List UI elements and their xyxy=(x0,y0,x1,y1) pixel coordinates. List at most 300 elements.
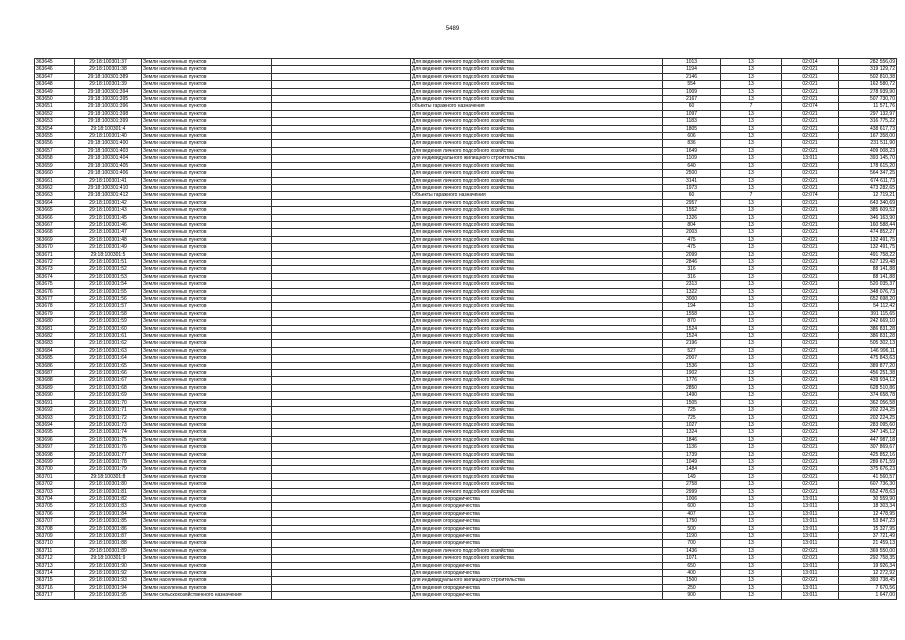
cell-cadastral-number: 29:18:100301:389 xyxy=(75,73,142,80)
table-row xyxy=(35,577,897,584)
cell-record-number: 363646 xyxy=(35,66,75,73)
cell-code: 02:021 xyxy=(782,110,839,117)
cell-cadastral-value: 316 775,22 xyxy=(839,118,897,125)
table-row xyxy=(35,133,897,140)
cell-land-category: Земли населенных пунктов xyxy=(142,414,272,421)
cell-area: 900 xyxy=(663,592,721,599)
cell-area: 1194 xyxy=(663,66,721,73)
cell-empty xyxy=(272,355,411,362)
table-row xyxy=(35,592,897,599)
table-row xyxy=(35,392,897,399)
cell-land-category: Земли населенных пунктов xyxy=(142,296,272,303)
table-row xyxy=(35,125,897,132)
cell-cadastral-number: 29:18:100301:65 xyxy=(75,362,142,369)
cell-code: 02:021 xyxy=(782,303,839,310)
cell-group: 13 xyxy=(721,584,782,591)
cell-land-category: Земли населенных пунктов xyxy=(142,103,272,110)
cell-cadastral-value: 231 511,90 xyxy=(839,140,897,147)
cell-empty xyxy=(272,466,411,473)
cell-record-number: 363707 xyxy=(35,518,75,525)
cell-permitted-use: Для ведения личного подсобного хозяйства xyxy=(411,214,663,221)
cell-empty xyxy=(272,192,411,199)
cell-cadastral-value: 385 609,52 xyxy=(839,207,897,214)
cell-cadastral-value: 54 112,42 xyxy=(839,303,897,310)
cell-cadastral-value: 375 676,23 xyxy=(839,466,897,473)
cell-permitted-use: Для ведения огородничества xyxy=(411,525,663,532)
cell-cadastral-number: 29:18:100301:67 xyxy=(75,377,142,384)
cell-cadastral-number: 29:18:100301:81 xyxy=(75,488,142,495)
cell-code: 02:021 xyxy=(782,310,839,317)
cell-cadastral-number: 29:18:100301:95 xyxy=(75,592,142,599)
cell-empty xyxy=(272,147,411,154)
cell-cadastral-value: 278 939,90 xyxy=(839,88,897,95)
cell-record-number: 363700 xyxy=(35,466,75,473)
cell-cadastral-value: 162 580,72 xyxy=(839,81,897,88)
cell-land-category: Земли населенных пунктов xyxy=(142,547,272,554)
cell-cadastral-value: 386 831,28 xyxy=(839,325,897,332)
cell-permitted-use: Для ведения огородничества xyxy=(411,540,663,547)
cell-land-category: Земли населенных пунктов xyxy=(142,303,272,310)
cell-record-number: 363649 xyxy=(35,88,75,95)
cell-group: 13 xyxy=(721,288,782,295)
cell-record-number: 363692 xyxy=(35,407,75,414)
cell-code: 02:021 xyxy=(782,229,839,236)
cell-area: 2999 xyxy=(663,488,721,495)
cell-code: 13:011 xyxy=(782,570,839,577)
cell-record-number: 363674 xyxy=(35,273,75,280)
cell-group: 13 xyxy=(721,362,782,369)
cell-land-category: Земли населенных пунктов xyxy=(142,540,272,547)
cell-group: 13 xyxy=(721,347,782,354)
cell-group: 13 xyxy=(721,488,782,495)
cell-code: 13:011 xyxy=(782,540,839,547)
cell-cadastral-number: 29:18:100301:399 xyxy=(75,118,142,125)
cell-land-category: Земли населенных пунктов xyxy=(142,584,272,591)
cell-permitted-use: Для ведения личного подсобного хозяйства xyxy=(411,258,663,265)
cell-empty xyxy=(272,184,411,191)
cell-permitted-use: Для ведения огородничества xyxy=(411,592,663,599)
cell-land-category: Земли населенных пунктов xyxy=(142,266,272,273)
cell-group: 13 xyxy=(721,118,782,125)
cell-group: 13 xyxy=(721,533,782,540)
cell-cadastral-number: 29:18:100301:93 xyxy=(75,577,142,584)
cell-record-number: 363664 xyxy=(35,199,75,206)
cell-cadastral-value: 425 852,16 xyxy=(839,451,897,458)
cell-code: 02:021 xyxy=(782,244,839,251)
cell-empty xyxy=(272,562,411,569)
cell-record-number: 363678 xyxy=(35,303,75,310)
cell-group: 13 xyxy=(721,266,782,273)
cell-code: 02:021 xyxy=(782,199,839,206)
cell-cadastral-value: 282 556,09 xyxy=(839,59,897,66)
registry-table-body xyxy=(35,59,897,600)
cell-permitted-use: Для ведения личного подсобного хозяйства xyxy=(411,73,663,80)
cell-empty xyxy=(272,73,411,80)
cell-code: 02:021 xyxy=(782,429,839,436)
cell-permitted-use: для индивидуального жилищного строительства xyxy=(411,155,663,162)
cell-record-number: 363703 xyxy=(35,488,75,495)
table-row xyxy=(35,340,897,347)
cell-land-category: Земли населенных пунктов xyxy=(142,73,272,80)
cell-permitted-use: Для ведения личного подсобного хозяйства xyxy=(411,444,663,451)
table-row xyxy=(35,377,897,384)
cell-cadastral-value: 607 736,30 xyxy=(839,481,897,488)
cell-cadastral-number: 29:18:100301:398 xyxy=(75,110,142,117)
table-row xyxy=(35,584,897,591)
cell-group: 13 xyxy=(721,458,782,465)
cell-empty xyxy=(272,481,411,488)
cell-land-category: Земли населенных пунктов xyxy=(142,495,272,502)
cell-land-category: Земли населенных пунктов xyxy=(142,355,272,362)
cell-land-category: Земли населенных пунктов xyxy=(142,384,272,391)
table-row xyxy=(35,421,897,428)
cell-cadastral-value: 53 847,23 xyxy=(839,518,897,525)
cell-land-category: Земли населенных пунктов xyxy=(142,525,272,532)
cell-code: 02:021 xyxy=(782,399,839,406)
cell-empty xyxy=(272,333,411,340)
cell-area: 1326 xyxy=(663,214,721,221)
cell-area: 1183 xyxy=(663,118,721,125)
cell-empty xyxy=(272,318,411,325)
cell-empty xyxy=(272,229,411,236)
cell-cadastral-value: 627 129,48 xyxy=(839,258,897,265)
cell-cadastral-number: 29:18:100301:72 xyxy=(75,414,142,421)
cell-group: 13 xyxy=(721,444,782,451)
cell-empty xyxy=(272,103,411,110)
cell-land-category: Земли населенных пунктов xyxy=(142,229,272,236)
cell-record-number: 363706 xyxy=(35,510,75,517)
cell-cadastral-number: 29:18:100301:89 xyxy=(75,547,142,554)
cell-permitted-use: Объекты гаражного назначения xyxy=(411,192,663,199)
cell-code: 02:074 xyxy=(782,103,839,110)
cell-cadastral-number: 29:18:100301:64 xyxy=(75,355,142,362)
cell-area: 554 xyxy=(663,81,721,88)
cell-cadastral-value: 132 491,75 xyxy=(839,244,897,251)
cell-record-number: 363680 xyxy=(35,318,75,325)
cell-permitted-use: Для ведения личного подсобного хозяйства xyxy=(411,458,663,465)
cell-permitted-use: Для ведения личного подсобного хозяйства xyxy=(411,296,663,303)
cell-permitted-use: Для ведения личного подсобного хозяйства xyxy=(411,310,663,317)
cell-group: 13 xyxy=(721,125,782,132)
cell-empty xyxy=(272,414,411,421)
cell-group: 13 xyxy=(721,377,782,384)
cell-area: 1524 xyxy=(663,325,721,332)
cell-code: 02:021 xyxy=(782,555,839,562)
cell-permitted-use: Для ведения личного подсобного хозяйства xyxy=(411,547,663,554)
cell-record-number: 363685 xyxy=(35,355,75,362)
cell-empty xyxy=(272,451,411,458)
cell-cadastral-number: 29:18:100301:74 xyxy=(75,429,142,436)
cell-empty xyxy=(272,133,411,140)
cell-group: 13 xyxy=(721,66,782,73)
cell-cadastral-number: 29:18:100301:77 xyxy=(75,451,142,458)
cell-cadastral-number: 29:18:100301:48 xyxy=(75,236,142,243)
cell-empty xyxy=(272,570,411,577)
cell-group: 13 xyxy=(721,214,782,221)
cell-cadastral-value: 439 934,12 xyxy=(839,377,897,384)
cell-cadastral-value: 502 810,38 xyxy=(839,73,897,80)
table-row xyxy=(35,214,897,221)
cell-cadastral-value: 132 491,75 xyxy=(839,236,897,243)
cell-record-number: 363698 xyxy=(35,451,75,458)
cell-empty xyxy=(272,429,411,436)
table-row xyxy=(35,155,897,162)
cell-group: 13 xyxy=(721,303,782,310)
cell-cadastral-value: 202 224,25 xyxy=(839,407,897,414)
cell-area: 2167 xyxy=(663,96,721,103)
cell-group: 13 xyxy=(721,495,782,502)
cell-area: 640 xyxy=(663,162,721,169)
cell-land-category: Земли населенных пунктов xyxy=(142,110,272,117)
cell-code: 02:021 xyxy=(782,258,839,265)
cell-land-category: Земли населенных пунктов xyxy=(142,451,272,458)
cell-code: 02:021 xyxy=(782,340,839,347)
table-row xyxy=(35,207,897,214)
cell-record-number: 363710 xyxy=(35,540,75,547)
cell-cadastral-number: 29:18:100301:68 xyxy=(75,384,142,391)
cell-record-number: 363714 xyxy=(35,570,75,577)
table-row xyxy=(35,221,897,228)
cell-record-number: 363663 xyxy=(35,192,75,199)
cell-code: 02:021 xyxy=(782,296,839,303)
cell-cadastral-number: 29:18:100301:4 xyxy=(75,125,142,132)
cell-land-category: Земли населенных пунктов xyxy=(142,155,272,162)
cell-record-number: 363682 xyxy=(35,333,75,340)
cell-code: 02:021 xyxy=(782,481,839,488)
cell-land-category: Земли населенных пунктов xyxy=(142,162,272,169)
table-row xyxy=(35,325,897,332)
cell-code: 02:021 xyxy=(782,392,839,399)
cell-permitted-use: Для ведения огородничества xyxy=(411,518,663,525)
cell-permitted-use: Для ведения личного подсобного хозяйства xyxy=(411,162,663,169)
cell-area: 1505 xyxy=(663,399,721,406)
cell-record-number: 363648 xyxy=(35,81,75,88)
cell-code: 13:011 xyxy=(782,518,839,525)
cell-record-number: 363699 xyxy=(35,458,75,465)
cell-cadastral-value: 507 730,70 xyxy=(839,96,897,103)
cell-cadastral-number: 29:18:100301:53 xyxy=(75,273,142,280)
cell-record-number: 363684 xyxy=(35,347,75,354)
cell-empty xyxy=(272,251,411,258)
cell-area: 2500 xyxy=(663,170,721,177)
cell-cadastral-value: 88 141,88 xyxy=(839,266,897,273)
table-row xyxy=(35,347,897,354)
cell-cadastral-value: 362 056,58 xyxy=(839,399,897,406)
cell-land-category: Земли населенных пунктов xyxy=(142,147,272,154)
cell-permitted-use: Для ведения личного подсобного хозяйства xyxy=(411,96,663,103)
cell-cadastral-number: 29:18:100301:73 xyxy=(75,421,142,428)
cell-record-number: 363655 xyxy=(35,133,75,140)
cell-empty xyxy=(272,399,411,406)
cell-cadastral-value: 491 758,22 xyxy=(839,251,897,258)
cell-cadastral-number: 29:18:100301:59 xyxy=(75,318,142,325)
cell-cadastral-value: 386 831,28 xyxy=(839,333,897,340)
cell-record-number: 363701 xyxy=(35,473,75,480)
cell-permitted-use: Для ведения личного подсобного хозяйства xyxy=(411,81,663,88)
table-row xyxy=(35,96,897,103)
cell-empty xyxy=(272,199,411,206)
cell-record-number: 363647 xyxy=(35,73,75,80)
cell-empty xyxy=(272,88,411,95)
cell-record-number: 363671 xyxy=(35,251,75,258)
cell-empty xyxy=(272,303,411,310)
page-number: 5489 xyxy=(445,26,460,32)
cell-cadastral-number: 29:18:100301:42 xyxy=(75,199,142,206)
cell-group: 13 xyxy=(721,525,782,532)
cell-record-number: 363662 xyxy=(35,184,75,191)
cell-empty xyxy=(272,458,411,465)
cell-cadastral-value: 19 926,34 xyxy=(839,562,897,569)
cell-permitted-use: Для ведения огородничества xyxy=(411,510,663,517)
cell-permitted-use: Для ведения личного подсобного хозяйства xyxy=(411,340,663,347)
cell-group: 13 xyxy=(721,503,782,510)
cell-record-number: 363645 xyxy=(35,59,75,66)
cell-cadastral-number: 29:18:100301:60 xyxy=(75,325,142,332)
cell-group: 13 xyxy=(721,510,782,517)
table-row xyxy=(35,407,897,414)
cell-empty xyxy=(272,444,411,451)
cell-code: 02:021 xyxy=(782,377,839,384)
cell-area: 1846 xyxy=(663,436,721,443)
cell-area: 1739 xyxy=(663,451,721,458)
cell-code: 02:021 xyxy=(782,66,839,73)
cell-cadastral-number: 29:18:100301:85 xyxy=(75,518,142,525)
cell-permitted-use: Для ведения личного подсобного хозяйства xyxy=(411,118,663,125)
cell-area: 527 xyxy=(663,347,721,354)
cell-cadastral-number: 29:18:100301:76 xyxy=(75,444,142,451)
cell-land-category: Земли населенных пунктов xyxy=(142,281,272,288)
cell-area: 60 xyxy=(663,192,721,199)
cell-permitted-use: Для ведения личного подсобного хозяйства xyxy=(411,318,663,325)
cell-cadastral-value: 167 358,00 xyxy=(839,133,897,140)
cell-area: 1552 xyxy=(663,207,721,214)
cell-area: 2196 xyxy=(663,340,721,347)
cell-cadastral-value: 15 327,95 xyxy=(839,525,897,532)
cell-code: 02:021 xyxy=(782,81,839,88)
cell-land-category: Земли населенных пунктов xyxy=(142,318,272,325)
cell-record-number: 363673 xyxy=(35,266,75,273)
cell-cadastral-number: 29:18:100301:406 xyxy=(75,170,142,177)
cell-group: 13 xyxy=(721,451,782,458)
cell-group: 13 xyxy=(721,281,782,288)
cell-group: 13 xyxy=(721,162,782,169)
cell-land-category: Земли населенных пунктов xyxy=(142,177,272,184)
cell-area: 1324 xyxy=(663,429,721,436)
table-row xyxy=(35,118,897,125)
cell-empty xyxy=(272,170,411,177)
cell-land-category: Земли населенных пунктов xyxy=(142,377,272,384)
cell-group: 13 xyxy=(721,81,782,88)
cell-record-number: 363686 xyxy=(35,362,75,369)
cell-permitted-use: Для ведения личного подсобного хозяйства xyxy=(411,170,663,177)
cell-permitted-use: Для ведения личного подсобного хозяйства xyxy=(411,377,663,384)
cell-record-number: 363694 xyxy=(35,421,75,428)
cell-empty xyxy=(272,273,411,280)
cell-empty xyxy=(272,221,411,228)
cell-code: 02:021 xyxy=(782,273,839,280)
cell-cadastral-number: 29:18:100301:412 xyxy=(75,192,142,199)
table-row xyxy=(35,244,897,251)
cell-cadastral-number: 29:18:100301:66 xyxy=(75,370,142,377)
cell-cadastral-number: 29:18:100301:55 xyxy=(75,288,142,295)
cell-cadastral-number: 29:18:100301:57 xyxy=(75,303,142,310)
cell-area: 1490 xyxy=(663,392,721,399)
cell-empty xyxy=(272,362,411,369)
cell-empty xyxy=(272,592,411,599)
cell-cadastral-value: 456 251,38 xyxy=(839,370,897,377)
cell-code: 02:021 xyxy=(782,118,839,125)
cell-code: 02:021 xyxy=(782,88,839,95)
cell-area: 870 xyxy=(663,318,721,325)
cell-area: 250 xyxy=(663,584,721,591)
cell-cadastral-value: 628 510,86 xyxy=(839,384,897,391)
cell-area: 1322 xyxy=(663,288,721,295)
cell-group: 13 xyxy=(721,318,782,325)
table-row xyxy=(35,73,897,80)
cell-group: 13 xyxy=(721,244,782,251)
cell-code: 02:021 xyxy=(782,236,839,243)
cell-code: 02:021 xyxy=(782,214,839,221)
cell-permitted-use: Для ведения личного подсобного хозяйства xyxy=(411,251,663,258)
cell-code: 02:021 xyxy=(782,451,839,458)
cell-permitted-use: Для ведения личного подсобного хозяйства xyxy=(411,221,663,228)
cell-cadastral-number: 29:18:100301:410 xyxy=(75,184,142,191)
cell-permitted-use: Для ведения личного подсобного хозяйства xyxy=(411,288,663,295)
cell-cadastral-value: 389 877,20 xyxy=(839,362,897,369)
cell-code: 02:021 xyxy=(782,577,839,584)
cell-group: 13 xyxy=(721,384,782,391)
cell-empty xyxy=(272,384,411,391)
cell-permitted-use: Для ведения личного подсобного хозяйства xyxy=(411,207,663,214)
cell-land-category: Земли населенных пунктов xyxy=(142,436,272,443)
table-row xyxy=(35,281,897,288)
cell-empty xyxy=(272,547,411,554)
cell-code: 13:011 xyxy=(782,503,839,510)
cell-permitted-use: Для ведения личного подсобного хозяйства xyxy=(411,355,663,362)
cell-group: 13 xyxy=(721,547,782,554)
table-row xyxy=(35,236,897,243)
table-row xyxy=(35,488,897,495)
cell-record-number: 363705 xyxy=(35,503,75,510)
cell-area: 2099 xyxy=(663,251,721,258)
cell-area: 725 xyxy=(663,407,721,414)
cell-code: 02:021 xyxy=(782,140,839,147)
cell-code: 02:021 xyxy=(782,333,839,340)
cell-area: 2003 xyxy=(663,229,721,236)
cell-area: 650 xyxy=(663,562,721,569)
cell-cadastral-value: 18 303,34 xyxy=(839,503,897,510)
cell-permitted-use: Для ведения личного подсобного хозяйства xyxy=(411,392,663,399)
table-row xyxy=(35,466,897,473)
cell-cadastral-number: 29:18:100301:90 xyxy=(75,562,142,569)
cell-record-number: 363650 xyxy=(35,96,75,103)
cell-empty xyxy=(272,310,411,317)
cell-cadastral-number: 29:18:100301:83 xyxy=(75,503,142,510)
cell-group: 13 xyxy=(721,414,782,421)
table-row xyxy=(35,562,897,569)
cell-empty xyxy=(272,555,411,562)
cell-permitted-use: Для ведения личного подсобного хозяйства xyxy=(411,244,663,251)
cell-group: 13 xyxy=(721,481,782,488)
cell-land-category: Земли населенных пунктов xyxy=(142,444,272,451)
cell-code: 02:021 xyxy=(782,347,839,354)
cell-group: 13 xyxy=(721,88,782,95)
cell-group: 13 xyxy=(721,429,782,436)
cell-cadastral-value: 242 669,10 xyxy=(839,318,897,325)
cell-cadastral-number: 29:18:100301:92 xyxy=(75,570,142,577)
cell-permitted-use: Для ведения огородничества xyxy=(411,533,663,540)
cell-empty xyxy=(272,473,411,480)
